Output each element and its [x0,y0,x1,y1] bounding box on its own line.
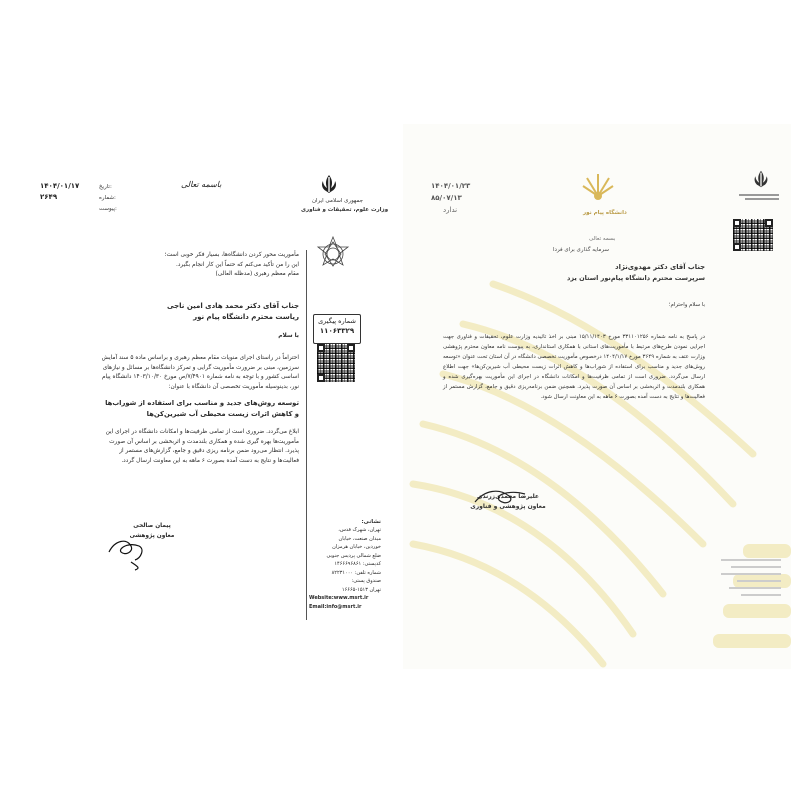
body-paragraph-1: احتراماً در راستای اجرای منویات مقام معظم رهبری و براساس ماده ۵ سند آمایش سرزمین، مبنی بر ضرورت مأموریت گرایی و تمرکز دانشگاه‌ها بر مسائل و نیازهای اساسی کشور و با توجه به نامه شماره ۷/۴۹۰۱/ص مورخ ۱۴۰۳/۱۰/۳۰ دانشگاه پیام نور، بدینوسیله مأموریت تخصصی آن دانشگاه با عنوان: [101,355,299,390]
tracking-label: شماره پیگیری [318,317,356,325]
qr-code [733,219,773,251]
date-value: ۱۴۰۴/۰۱/۲۳ [431,182,471,190]
tracking-value: ۱۱۰۶۳۳۲۹ [319,327,355,335]
signature-scribble-icon [101,532,161,572]
email-link[interactable]: Email:info@msrt.ir [309,603,362,610]
signer-name: علیرضا محمدی‌زرندی [476,493,540,500]
letter-body [443,332,705,402]
number-value: ۲۶۴۹ [40,193,58,201]
recipient-line-2: سرپرست محترم دانشگاه پیام‌نور استان یزد [567,274,705,282]
vertical-divider [306,250,307,620]
right-header-lines [739,192,783,202]
signature-scribble-icon [469,480,539,514]
quote-line-1: مأموریت محور کردن دانشگاه‌ها، بسیار فکر خوبی است؛ [164,252,299,258]
quote-source: مقام معظم رهبری (مدظله العالی) [215,271,299,277]
invocation-text: بسمه تعالی [589,236,616,242]
attachment-label: پیوست: [99,206,117,212]
number-value: ۸۵/۰۷/۱۳ [431,194,462,202]
address-line: تهران، شهرک قدس، [338,527,381,533]
recipient-block [443,262,705,310]
signer-name: پیمان صالحی [133,523,171,529]
address-line: کدپستی: ۱۴۶۶۶۹۶۸۶۱ [334,561,381,567]
recipient-line-1: جناب آقای دکتر مهدوی‌نژاد [615,263,705,271]
address-title: نشانی: [361,519,381,525]
website-link[interactable]: Website:www.msrt.ir [309,595,369,601]
iran-emblem-icon [317,172,341,196]
body-paragraph-2: ابلاغ می‌گردد. ضروری است از تمامی ظرفیت‌ها و امکانات دانشگاه در اجرای این مأموریت‌ها بهره گیری شده و همکاری بلندمدت و اثربخشی بر اساس آن صورت پذیرد. انتظار می‌رود ضمن برنامه ریزی دقیق و جامع، گزارش‌های مستمر از فعالیت‌ها و نتایج به دست آمده بصورت ۶ ماهه به این معاونت ارسال گردد. [105,429,299,464]
leader-quote [99,251,299,280]
pnu-logo-icon [581,170,615,200]
quote-line-2: این را من تأکید می‌کنم که حتماً این کار انجام بگیرد. [175,261,299,268]
left-letter [37,150,389,640]
pnu-org-name: دانشگاه پیام نور [583,210,627,216]
iran-emblem-icon [750,168,772,190]
qr-code [317,344,355,382]
date-value: ۱۴۰۴/۰۱/۱۷ [40,182,80,190]
address-line: شماره تلفن: ۸۲۲۳۱۰۰۰ [331,569,381,576]
address-line: خوردین، خیابان هرمزان [332,544,381,550]
address-block [309,518,381,611]
greeting: با سلام [278,333,299,339]
right-letter [403,124,791,669]
address-line: تهران ۱۵۱۳-۱۶۶۶۵ [341,586,381,593]
signer-title: معاون پژوهشی [129,532,175,539]
recipient-line-2: ریاست محترم دانشگاه پیام نور [193,313,299,321]
greeting: با سلام واحترام؛ [668,302,705,308]
letter-body [99,354,299,466]
recipient-block [99,301,299,342]
pnu-slogan: سرمایه گذاری برای فردا [553,247,610,253]
body-paragraph-1: در پاسخ به نامه شماره ۳۳۱۱۰۱۲۵۶ مورخ ۱۵/۱۱/۱۴۰۳ مبنی بر اخذ تائیدیه وزارت علوم، تحقیقات و فناوری جهت اجرایی نمودن طرح‌های مرتبط با مأموریت‌های استانی با همکاری استانداری، به پیوست نامه معاون محترم پژوهشی وزارت عتف به شماره ۳۶۴۹ مورخ ۱۴۰۴/۱/۱۷ درخصوص مأموریت تخصصی دانشگاه در آن استان تحت عنوان «توسعه روش‌های جدید و مناسب برای استفاده از شوراب‌ها و کاهش اثرات زیست محیطی آب شیرین‌کن‌ها» جهت اطلاع ارسال می‌گردد. ضروری است از تمامی ظرفیت‌ها و امکانات دانشگاه در اجرای این مأموریت بهره‌گیری شده و همکاری بلندمدت و اثربخشی بر اساس آن صورت پذیرد. همچنین ضمن برنامه‌ریزی دقیق و جامع، گزارش مستمر از فعالیت‌ها و نتایج به دست آمده بصورت ۶ ماهه به این معاونت ارسال شود. [443,334,706,400]
date-label: تاریخ: [99,184,112,190]
attachment-label: ندارد [443,206,458,214]
org-line-2: وزارت علوم، تحقیقات و فناوری [301,207,389,213]
address-line: صندوق پستی: [351,578,381,584]
mission-title: توسعه روش‌های جدید و مناسب برای استفاده از شوراب‌ها و کاهش اثرات زیست محیطی آب شیرین‌کن‌ها [105,399,299,418]
number-label: شماره: [99,195,116,201]
address-line: میدان صنعت، خیابان [338,535,381,542]
address-line: ضلع شمالی پردیس جنوبی [326,552,381,559]
ornament-icon [314,235,352,273]
recipient-line-1: جناب آقای دکتر محمد هادی امین ناجی [167,302,299,310]
tracking-box [313,314,361,344]
faded-address-block [721,554,781,601]
invocation-text: باسمه تعالی [181,180,222,189]
org-line-1: جمهوری اسلامی ایران [312,198,364,204]
signer-title: معاون پژوهشی و فناوری [470,503,546,510]
